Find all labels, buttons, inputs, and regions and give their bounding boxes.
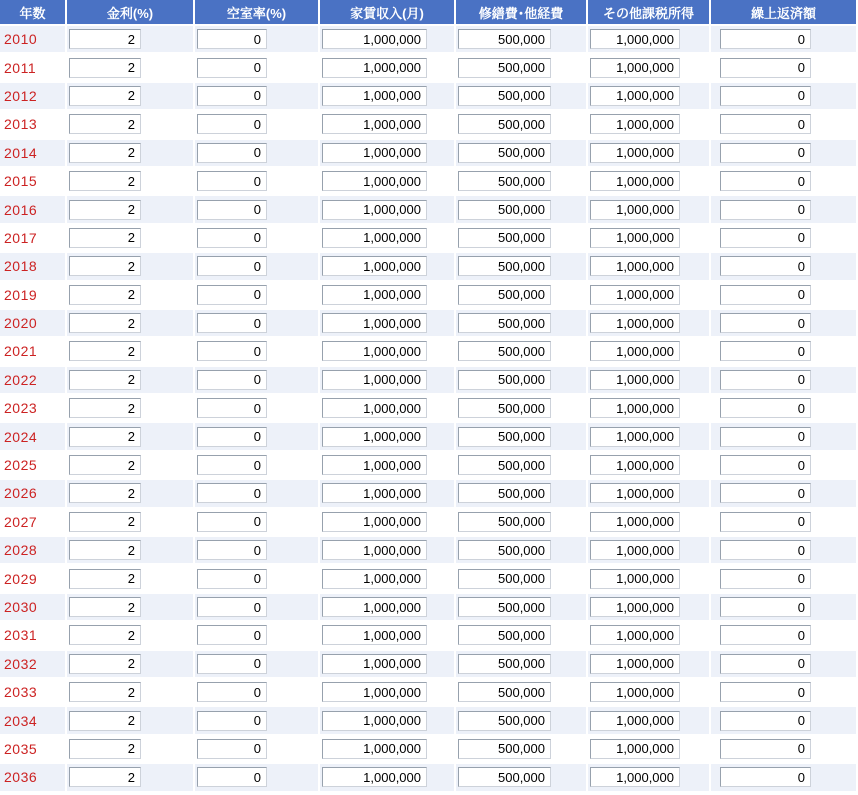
other-taxable-income-input[interactable] <box>590 597 680 617</box>
prepayment-input[interactable] <box>720 285 811 305</box>
year-label: 2011 <box>0 54 65 80</box>
other-taxable-income-input[interactable] <box>590 171 680 191</box>
year-label: 2032 <box>0 651 65 677</box>
table-row <box>0 509 856 535</box>
repair-expense-input[interactable] <box>458 29 551 49</box>
interest-rate-input[interactable] <box>69 569 141 589</box>
rent-income-input[interactable] <box>322 455 427 475</box>
repair-expense-input[interactable] <box>458 711 551 731</box>
rent-income-input[interactable] <box>322 313 427 333</box>
other-taxable-income-input[interactable] <box>590 256 680 276</box>
interest-rate-input[interactable] <box>69 143 141 163</box>
other-taxable-income-input[interactable] <box>590 58 680 78</box>
rent-income-input[interactable] <box>322 625 427 645</box>
year-label: 2013 <box>0 111 65 137</box>
vacancy-rate-input[interactable] <box>197 171 267 191</box>
other-taxable-income-input[interactable] <box>590 711 680 731</box>
table-row <box>0 594 856 620</box>
year-label: 2023 <box>0 395 65 421</box>
year-label: 2027 <box>0 509 65 535</box>
vacancy-rate-input[interactable] <box>197 682 267 702</box>
other-taxable-income-input[interactable] <box>590 86 680 106</box>
table-row <box>0 651 856 677</box>
vacancy-rate-input[interactable] <box>197 370 267 390</box>
table-body <box>0 26 856 791</box>
table-row <box>0 423 856 449</box>
rent-income-input[interactable] <box>322 540 427 560</box>
repair-expense-input[interactable] <box>458 540 551 560</box>
interest-rate-input[interactable] <box>69 228 141 248</box>
repair-expense-input[interactable] <box>458 767 551 787</box>
year-label: 2010 <box>0 26 65 52</box>
year-label: 2020 <box>0 310 65 336</box>
table-row <box>0 26 856 52</box>
year-label: 2019 <box>0 282 65 308</box>
other-taxable-income-input[interactable] <box>590 540 680 560</box>
rent-income-input[interactable] <box>322 200 427 220</box>
vacancy-rate-input[interactable] <box>197 512 267 532</box>
vacancy-rate-input[interactable] <box>197 767 267 787</box>
prepayment-input[interactable] <box>720 711 811 731</box>
other-taxable-income-input[interactable] <box>590 341 680 361</box>
repair-expense-input[interactable] <box>458 256 551 276</box>
other-taxable-income-input[interactable] <box>590 370 680 390</box>
table-row <box>0 54 856 80</box>
interest-rate-input[interactable] <box>69 29 141 49</box>
table-row <box>0 764 856 790</box>
other-taxable-income-input[interactable] <box>590 143 680 163</box>
other-taxable-income-input[interactable] <box>590 483 680 503</box>
year-label: 2036 <box>0 764 65 790</box>
prepayment-input[interactable] <box>720 228 811 248</box>
year-label: 2021 <box>0 338 65 364</box>
table-row <box>0 282 856 308</box>
vacancy-rate-input[interactable] <box>197 256 267 276</box>
repair-expense-input[interactable] <box>458 313 551 333</box>
interest-rate-input[interactable] <box>69 86 141 106</box>
vacancy-rate-input[interactable] <box>197 711 267 731</box>
repair-expense-input[interactable] <box>458 200 551 220</box>
repair-expense-input[interactable] <box>458 341 551 361</box>
header-vacancy-rate: 空室率(%) <box>195 0 318 24</box>
repair-expense-input[interactable] <box>458 597 551 617</box>
year-label: 2012 <box>0 83 65 109</box>
table-row <box>0 367 856 393</box>
interest-rate-input[interactable] <box>69 200 141 220</box>
repair-expense-input[interactable] <box>458 398 551 418</box>
vacancy-rate-input[interactable] <box>197 597 267 617</box>
year-label: 2016 <box>0 196 65 222</box>
year-label: 2015 <box>0 168 65 194</box>
other-taxable-income-input[interactable] <box>590 767 680 787</box>
repair-expense-input[interactable] <box>458 285 551 305</box>
repair-expense-input[interactable] <box>458 86 551 106</box>
interest-rate-input[interactable] <box>69 711 141 731</box>
other-taxable-income-input[interactable] <box>590 200 680 220</box>
rent-income-input[interactable] <box>322 597 427 617</box>
year-label: 2026 <box>0 480 65 506</box>
table-row <box>0 565 856 591</box>
rent-income-input[interactable] <box>322 512 427 532</box>
prepayment-input[interactable] <box>720 682 811 702</box>
interest-rate-input[interactable] <box>69 341 141 361</box>
table-row <box>0 168 856 194</box>
table-header-row <box>0 0 856 24</box>
prepayment-input[interactable] <box>720 455 811 475</box>
year-label: 2025 <box>0 452 65 478</box>
table-row <box>0 395 856 421</box>
year-label: 2022 <box>0 367 65 393</box>
table-row <box>0 452 856 478</box>
interest-rate-input[interactable] <box>69 171 141 191</box>
rent-income-input[interactable] <box>322 569 427 589</box>
other-taxable-income-input[interactable] <box>590 569 680 589</box>
year-label: 2018 <box>0 253 65 279</box>
year-label: 2017 <box>0 225 65 251</box>
prepayment-input[interactable] <box>720 86 811 106</box>
table-row <box>0 225 856 251</box>
table-row <box>0 196 856 222</box>
repair-expense-input[interactable] <box>458 654 551 674</box>
table-row <box>0 83 856 109</box>
prepayment-input[interactable] <box>720 625 811 645</box>
prepayment-input[interactable] <box>720 398 811 418</box>
prepayment-input[interactable] <box>720 540 811 560</box>
rent-income-input[interactable] <box>322 58 427 78</box>
other-taxable-income-input[interactable] <box>590 739 680 759</box>
year-label: 2014 <box>0 140 65 166</box>
interest-rate-input[interactable] <box>69 739 141 759</box>
header-repair-expenses: 修繕費･他経費 <box>456 0 586 24</box>
rent-income-input[interactable] <box>322 654 427 674</box>
table-row <box>0 140 856 166</box>
repair-expense-input[interactable] <box>458 455 551 475</box>
year-label: 2030 <box>0 594 65 620</box>
vacancy-rate-input[interactable] <box>197 739 267 759</box>
vacancy-rate-input[interactable] <box>197 483 267 503</box>
rent-income-input[interactable] <box>322 256 427 276</box>
interest-rate-input[interactable] <box>69 114 141 134</box>
prepayment-input[interactable] <box>720 739 811 759</box>
rent-income-input[interactable] <box>322 398 427 418</box>
prepayment-input[interactable] <box>720 143 811 163</box>
rent-income-input[interactable] <box>322 767 427 787</box>
repair-expense-input[interactable] <box>458 370 551 390</box>
header-other-taxable-income: その他課税所得 <box>588 0 709 24</box>
repair-expense-input[interactable] <box>458 427 551 447</box>
other-taxable-income-input[interactable] <box>590 313 680 333</box>
repair-expense-input[interactable] <box>458 483 551 503</box>
other-taxable-income-input[interactable] <box>590 512 680 532</box>
repair-expense-input[interactable] <box>458 114 551 134</box>
prepayment-input[interactable] <box>720 29 811 49</box>
vacancy-rate-input[interactable] <box>197 540 267 560</box>
rent-income-input[interactable] <box>322 171 427 191</box>
repair-expense-input[interactable] <box>458 682 551 702</box>
interest-rate-input[interactable] <box>69 313 141 333</box>
rent-income-input[interactable] <box>322 86 427 106</box>
year-label: 2033 <box>0 679 65 705</box>
prepayment-input[interactable] <box>720 313 811 333</box>
interest-rate-input[interactable] <box>69 540 141 560</box>
prepayment-input[interactable] <box>720 171 811 191</box>
prepayment-input[interactable] <box>720 58 811 78</box>
year-label: 2035 <box>0 736 65 762</box>
prepayment-input[interactable] <box>720 654 811 674</box>
table-row <box>0 310 856 336</box>
interest-rate-input[interactable] <box>69 682 141 702</box>
repair-expense-input[interactable] <box>458 512 551 532</box>
repair-expense-input[interactable] <box>458 739 551 759</box>
vacancy-rate-input[interactable] <box>197 455 267 475</box>
prepayment-input[interactable] <box>720 512 811 532</box>
vacancy-rate-input[interactable] <box>197 228 267 248</box>
repair-expense-input[interactable] <box>458 569 551 589</box>
header-rent-income-monthly: 家賃収入(月) <box>320 0 454 24</box>
prepayment-input[interactable] <box>720 569 811 589</box>
vacancy-rate-input[interactable] <box>197 29 267 49</box>
prepayment-input[interactable] <box>720 256 811 276</box>
rent-income-input[interactable] <box>322 29 427 49</box>
vacancy-rate-input[interactable] <box>197 313 267 333</box>
prepayment-input[interactable] <box>720 370 811 390</box>
table-row <box>0 480 856 506</box>
interest-rate-input[interactable] <box>69 398 141 418</box>
repair-expense-input[interactable] <box>458 58 551 78</box>
year-label: 2028 <box>0 537 65 563</box>
rent-income-input[interactable] <box>322 285 427 305</box>
vacancy-rate-input[interactable] <box>197 341 267 361</box>
prepayment-input[interactable] <box>720 597 811 617</box>
vacancy-rate-input[interactable] <box>197 86 267 106</box>
repair-expense-input[interactable] <box>458 171 551 191</box>
rent-income-input[interactable] <box>322 739 427 759</box>
vacancy-rate-input[interactable] <box>197 285 267 305</box>
rent-income-input[interactable] <box>322 711 427 731</box>
other-taxable-income-input[interactable] <box>590 398 680 418</box>
vacancy-rate-input[interactable] <box>197 427 267 447</box>
other-taxable-income-input[interactable] <box>590 455 680 475</box>
table-row <box>0 253 856 279</box>
table-row <box>0 111 856 137</box>
header-year: 年数 <box>0 0 65 24</box>
interest-rate-input[interactable] <box>69 455 141 475</box>
prepayment-input[interactable] <box>720 341 811 361</box>
vacancy-rate-input[interactable] <box>197 625 267 645</box>
rent-income-input[interactable] <box>322 483 427 503</box>
vacancy-rate-input[interactable] <box>197 200 267 220</box>
header-interest-rate: 金利(%) <box>67 0 193 24</box>
prepayment-input[interactable] <box>720 483 811 503</box>
interest-rate-input[interactable] <box>69 58 141 78</box>
table-row <box>0 736 856 762</box>
repair-expense-input[interactable] <box>458 143 551 163</box>
year-label: 2034 <box>0 707 65 733</box>
table-row <box>0 679 856 705</box>
table-row <box>0 707 856 733</box>
interest-rate-input[interactable] <box>69 767 141 787</box>
interest-rate-input[interactable] <box>69 597 141 617</box>
vacancy-rate-input[interactable] <box>197 654 267 674</box>
prepayment-input[interactable] <box>720 200 811 220</box>
interest-rate-input[interactable] <box>69 483 141 503</box>
interest-rate-input[interactable] <box>69 654 141 674</box>
rent-income-input[interactable] <box>322 682 427 702</box>
repair-expense-input[interactable] <box>458 228 551 248</box>
vacancy-rate-input[interactable] <box>197 143 267 163</box>
other-taxable-income-input[interactable] <box>590 654 680 674</box>
rent-income-input[interactable] <box>322 427 427 447</box>
vacancy-rate-input[interactable] <box>197 114 267 134</box>
prepayment-input[interactable] <box>720 767 811 787</box>
year-label: 2024 <box>0 423 65 449</box>
prepayment-input[interactable] <box>720 114 811 134</box>
interest-rate-input[interactable] <box>69 512 141 532</box>
interest-rate-input[interactable] <box>69 427 141 447</box>
repair-expense-input[interactable] <box>458 625 551 645</box>
header-prepayment-amount: 繰上返済額 <box>711 0 856 24</box>
rent-income-input[interactable] <box>322 341 427 361</box>
table-row <box>0 622 856 648</box>
other-taxable-income-input[interactable] <box>590 114 680 134</box>
other-taxable-income-input[interactable] <box>590 285 680 305</box>
vacancy-rate-input[interactable] <box>197 58 267 78</box>
other-taxable-income-input[interactable] <box>590 29 680 49</box>
rent-income-input[interactable] <box>322 114 427 134</box>
other-taxable-income-input[interactable] <box>590 625 680 645</box>
other-taxable-income-input[interactable] <box>590 427 680 447</box>
interest-rate-input[interactable] <box>69 285 141 305</box>
interest-rate-input[interactable] <box>69 370 141 390</box>
rent-income-input[interactable] <box>322 370 427 390</box>
other-taxable-income-input[interactable] <box>590 682 680 702</box>
vacancy-rate-input[interactable] <box>197 398 267 418</box>
year-label: 2031 <box>0 622 65 648</box>
vacancy-rate-input[interactable] <box>197 569 267 589</box>
rent-income-input[interactable] <box>322 143 427 163</box>
rent-income-input[interactable] <box>322 228 427 248</box>
table-row <box>0 537 856 563</box>
prepayment-input[interactable] <box>720 427 811 447</box>
interest-rate-input[interactable] <box>69 256 141 276</box>
year-label: 2029 <box>0 565 65 591</box>
other-taxable-income-input[interactable] <box>590 228 680 248</box>
interest-rate-input[interactable] <box>69 625 141 645</box>
table-row <box>0 338 856 364</box>
